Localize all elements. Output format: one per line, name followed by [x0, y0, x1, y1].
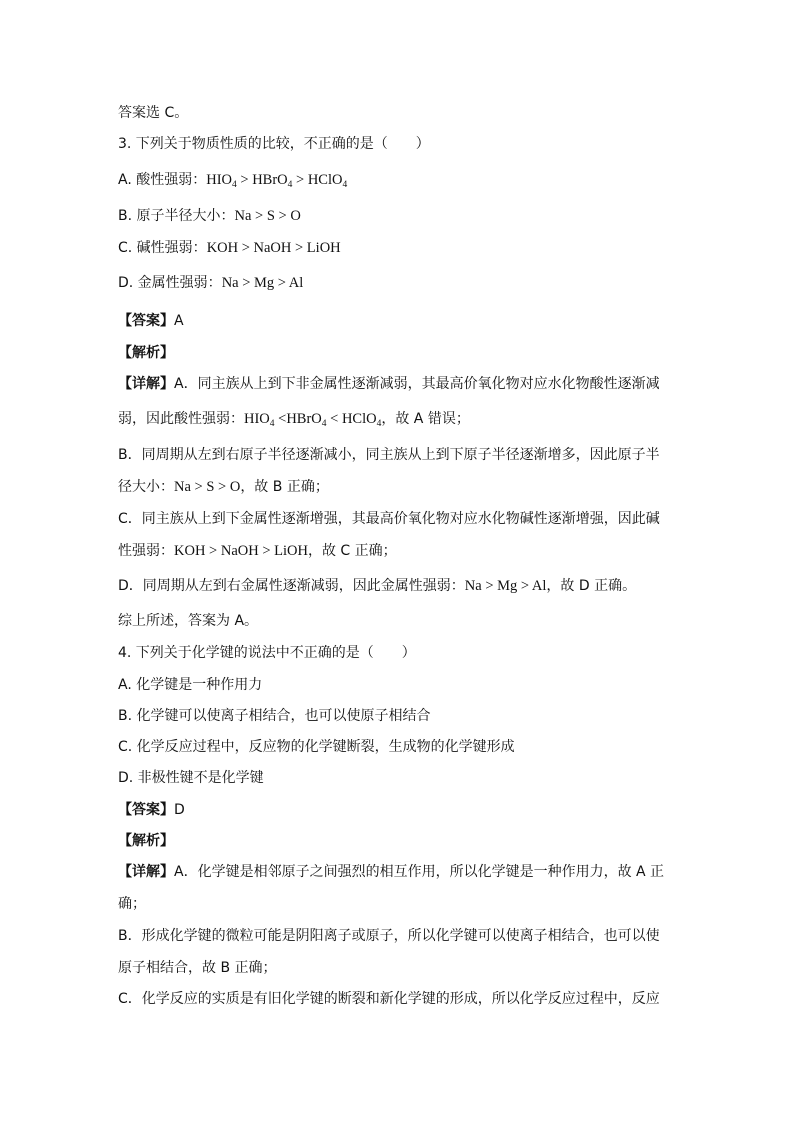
question-3-analysis-heading: 【解析】: [118, 345, 174, 361]
question-3-stem: 3. 下列关于物质性质的比较，不正确的是（ ）: [118, 136, 430, 152]
question-4-answer: 【答案】D: [118, 802, 185, 818]
question-3-explanation: D．同周期从左到右金属性逐渐减弱，因此金属性强弱：Na > Mg > Al，故 D 正确。: [118, 578, 637, 594]
question-4-option-a: A. 化学键是一种作用力: [118, 677, 263, 693]
question-4-option-d: D. 非极性键不是化学键: [118, 770, 264, 786]
question-3-option-c: C. 碱性强弱：KOH > NaOH > LiOH: [118, 240, 341, 256]
question-4-option-c: C. 化学反应过程中，反应物的化学键断裂，生成物的化学键形成: [118, 739, 515, 755]
answer-choice-line: 答案选 C。: [118, 105, 189, 121]
question-3-explanation: 弱，因此酸性强弱：$HIO_4$ <HBrO$_4$ < HClO$_4$，故 A 错误；: [118, 411, 470, 429]
formula: Na > S > O: [174, 479, 241, 495]
question-4-explanation: 原子相结合，故 B 正确；: [118, 960, 277, 976]
question-3-option-d: D. 金属性强弱：Na > Mg > Al: [118, 275, 304, 291]
formula: Na > Mg > Al: [221, 275, 304, 291]
question-4-analysis-heading: 【解析】: [118, 833, 174, 849]
formula: Na > S > O: [234, 208, 301, 224]
formula: KOH > NaOH > LiOH: [206, 240, 341, 256]
question-3-explanation: 【详解】A．同主族从上到下非金属性逐渐减弱，其最高价氧化物对应水化物酸性逐渐减: [118, 376, 660, 392]
question-3-option-a: A. 酸性强弱：$HIO_4$ > HBrO$_4$ > HClO$_4$: [118, 172, 348, 190]
question-3-summary: 综上所述，答案为 A。: [118, 613, 259, 629]
formula: $HIO_4$ <HBrO$_4$ < HClO$_4$: [244, 411, 382, 429]
formula: $HIO_4$ > HBrO$_4$ > HClO$_4$: [206, 172, 348, 190]
question-4-explanation: 确；: [118, 896, 146, 912]
formula: KOH > NaOH > LiOH: [174, 543, 308, 559]
question-3-option-b: B. 原子半径大小：Na > S > O: [118, 208, 301, 224]
question-4-stem: 4. 下列关于化学键的说法中不正确的是（ ）: [118, 645, 416, 661]
question-4-explanation: 【详解】A．化学键是相邻原子之间强烈的相互作用，所以化学键是一种作用力，故 A 正: [118, 864, 665, 880]
question-4-explanation: C．化学反应的实质是有旧化学键的断裂和新化学键的形成，所以化学反应过程中，反应: [118, 991, 660, 1007]
question-4-explanation: B．形成化学键的微粒可能是阴阳离子或原子，所以化学键可以使离子相结合，也可以使: [118, 928, 660, 944]
question-3-explanation: 性强弱：KOH > NaOH > LiOH，故 C 正确；: [118, 543, 397, 559]
question-3-explanation: B．同周期从左到右原子半径逐渐减小，同主族从上到下原子半径逐渐增多，因此原子半: [118, 447, 660, 463]
question-3-explanation: 径大小：Na > S > O，故 B 正确；: [118, 479, 329, 495]
formula: Na > Mg > Al: [464, 578, 547, 594]
question-3-explanation: C．同主族从上到下金属性逐渐增强，其最高价氧化物对应水化物碱性逐渐增强，因此碱: [118, 511, 660, 527]
question-4-option-b: B. 化学键可以使离子相结合，也可以使原子相结合: [118, 708, 431, 724]
question-3-answer: 【答案】A: [118, 313, 184, 329]
